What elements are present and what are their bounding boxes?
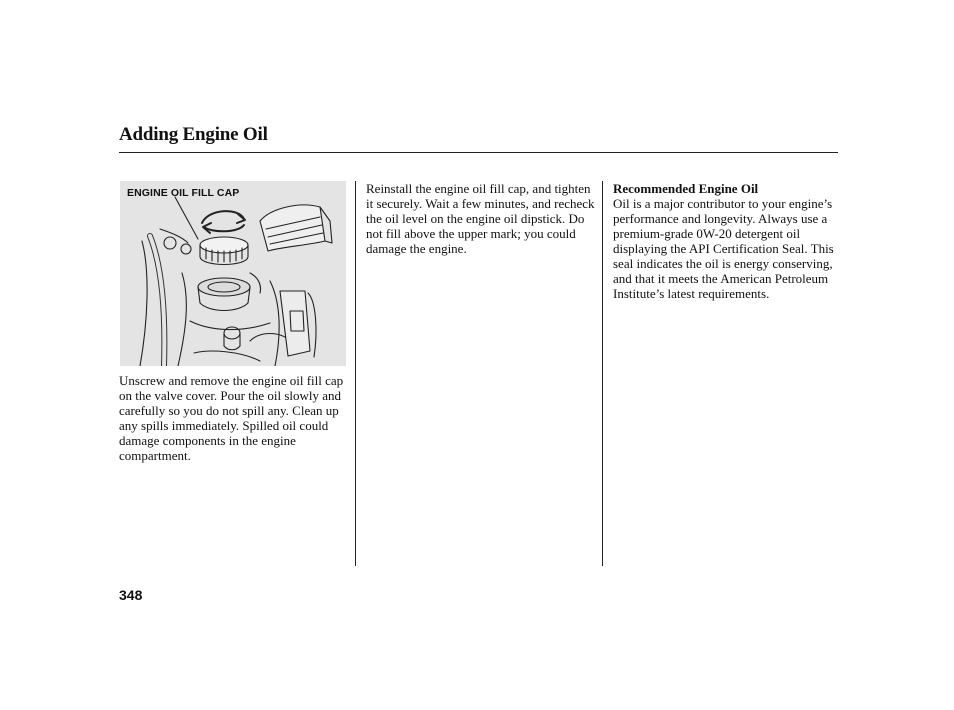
engine-illustration-drawing bbox=[120, 181, 346, 366]
recommended-oil-paragraph: Oil is a major contributor to your engine’s performance and longevity. Always use a premium-grade 0W-20 detergent oil displaying the API Certification Seal. This seal indicates the oil is energy conserving, and that it meets the American Petroleum Institute’s latest requirements. bbox=[613, 196, 834, 301]
column-divider-left bbox=[355, 181, 356, 566]
left-column-paragraph: Unscrew and remove the engine oil fill cap on the valve cover. Pour the oil slowly and carefully so you do not spill any. Clean up any spills immediately. Spilled oil could damage components in the engine compartment. bbox=[119, 373, 344, 463]
page-title: Adding Engine Oil bbox=[119, 124, 268, 145]
middle-column-paragraph: Reinstall the engine oil fill cap, and tighten it securely. Wait a few minutes, and recheck the oil level on the engine oil dipstick. Do not fill above the upper mark; you could damage the engine. bbox=[366, 181, 595, 256]
title-rule bbox=[119, 152, 838, 153]
column-divider-right bbox=[602, 181, 603, 566]
figure-label: ENGINE OIL FILL CAP bbox=[127, 187, 240, 199]
recommended-oil-heading: Recommended Engine Oil bbox=[613, 181, 759, 196]
engine-oil-fill-cap-illustration bbox=[120, 181, 346, 366]
page-number: 348 bbox=[119, 587, 143, 603]
right-column-section bbox=[613, 181, 843, 301]
